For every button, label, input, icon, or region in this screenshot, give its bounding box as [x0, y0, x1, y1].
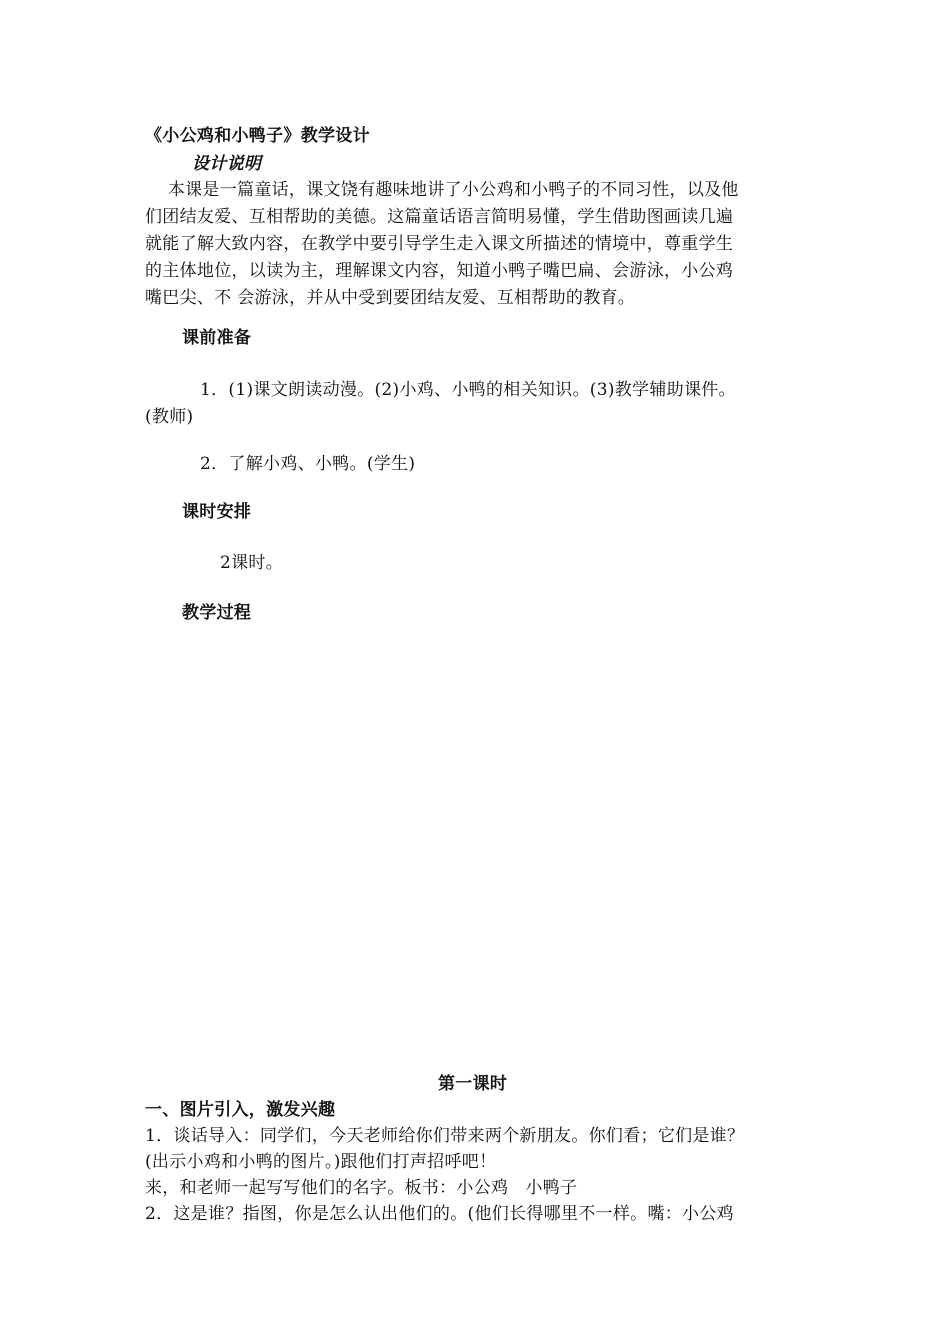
paragraph-line: 就能了解大致内容，在教学中要引导学生走入课文所描述的情境中，尊重学生 [145, 234, 734, 254]
schedule-heading: 课时安排 [182, 502, 252, 522]
lesson-heading: 第一课时 [438, 1074, 508, 1094]
section-heading: 一、图片引入，激发兴趣 [145, 1100, 336, 1120]
paragraph-line: 们团结友爱、互相帮助的美德。这篇童话语言简明易懂，学生借助图画读几遍 [145, 207, 734, 227]
body-line: 2．这是谁？指图，你是怎么认出他们的。(他们长得哪里不一样。嘴：小公鸡 [145, 1204, 734, 1224]
document-title: 《小公鸡和小鸭子》教学设计 [145, 126, 370, 146]
process-heading: 教学过程 [182, 603, 252, 623]
preparation-heading: 课前准备 [182, 328, 252, 348]
paragraph-line: 本课是一篇童话，课文饶有趣味地讲了小公鸡和小鸭子的不同习性，以及他 [145, 180, 739, 200]
schedule-value: 2课时。 [220, 553, 284, 573]
paragraph-line: 的主体地位，以读为主，理解课文内容，知道小鸭子嘴巴扁、会游泳，小公鸡 [145, 261, 734, 281]
paragraph-line: 嘴巴尖、不 会游泳，并从中受到要团结友爱、互相帮助的教育。 [145, 288, 636, 308]
body-line: 来，和老师一起写写他们的名字。板书：小公鸡 小鸭子 [145, 1178, 578, 1198]
design-notes-heading: 设计说明 [192, 154, 262, 174]
preparation-item-1-continued: (教师) [145, 407, 194, 427]
preparation-item-1: 1．(1)课文朗读动漫。(2)小鸡、小鸭的相关知识。(3)教学辅助课件。 [200, 380, 736, 400]
body-line: 1．谈话导入：同学们，今天老师给你们带来两个新朋友。你们看；它们是谁？ [145, 1126, 745, 1146]
body-line: (出示小鸡和小鸭的图片。)跟他们打声招呼吧！ [145, 1152, 497, 1172]
preparation-item-2: 2．了解小鸡、小鸭。(学生) [200, 454, 416, 474]
